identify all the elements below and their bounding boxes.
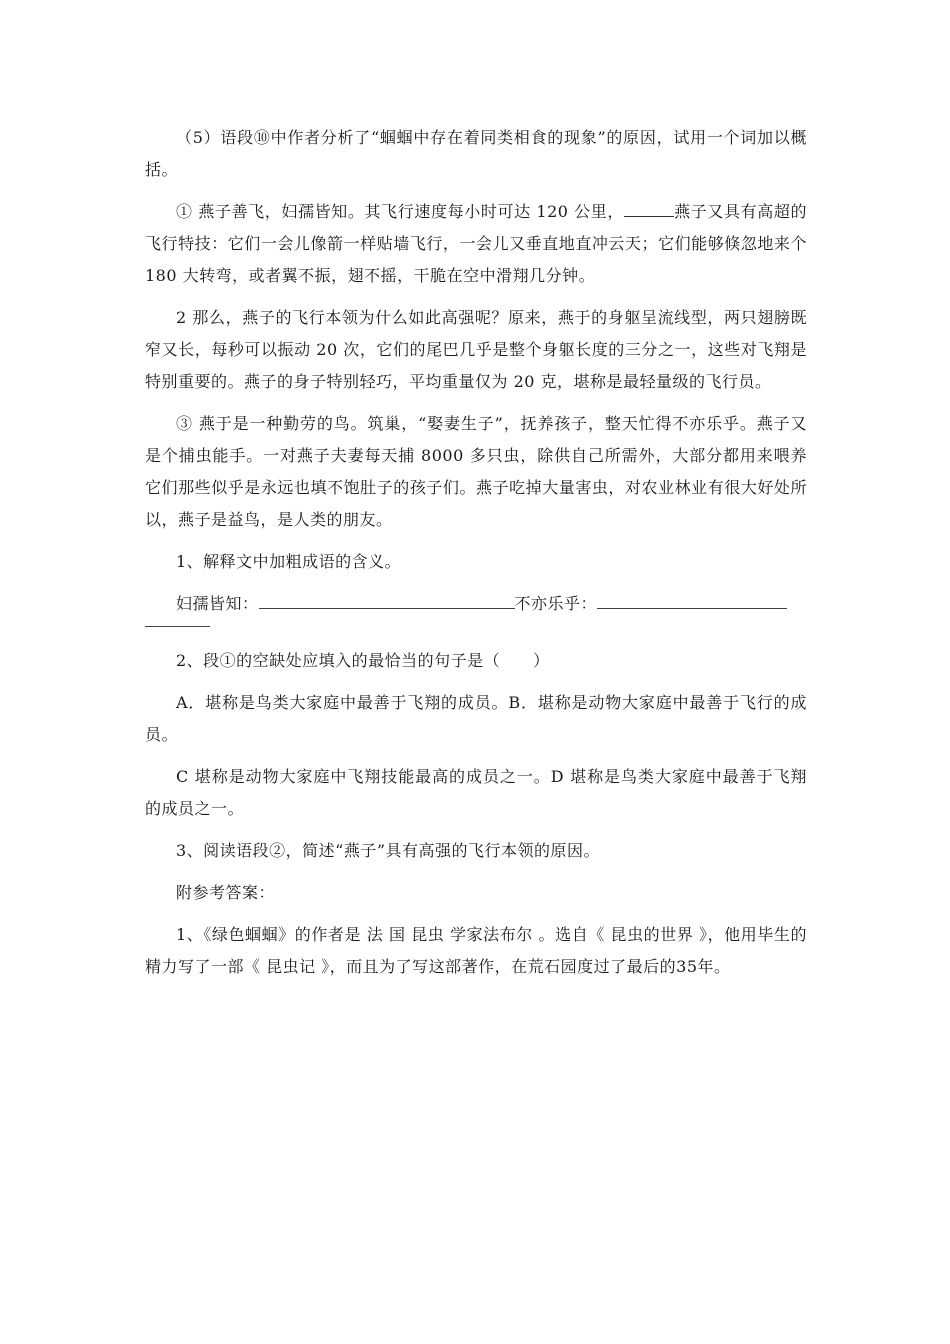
question-1-fill-row [145,588,807,620]
document-page [145,122,807,993]
answer-line-continuation[interactable] [145,626,210,627]
passage-paragraph-1-end: 燕子又具有高超的飞行特技：它们一会儿像箭一样贴墙飞行，一会儿又垂直地直冲云天；它们能够倏忽地来个 180 大转弯，或者翼不振，翅不摇，干脆在空中滑翔几分钟。 [145,202,807,285]
question-3: 3、阅读语段②，简述“燕子”具有高强的飞行本领的原因。 [176,841,601,860]
passage-paragraph-1 [145,196,807,292]
question-1: 1、解释文中加粗成语的含义。 [176,552,402,571]
answer-line-buyi[interactable] [597,588,787,609]
passage-paragraph-3: ③ 燕于是一种勤劳的鸟。筑巢，“娶妻生子”，抚养孩子，整天忙得不亦乐乎。燕子又是个捕虫能手。一对燕子夫妻每天捕 8000 多只虫，除供自己所需外，大部分都用来喂养它们那些似乎是永远也填不饱肚子的孩子们。燕子吃掉大量害虫，对农业林业有很大好处所以，燕子是益鸟，是人类的朋友。 [145,414,807,529]
idiom-label-buyi: 不亦乐乎： [514,594,598,613]
passage-blank[interactable] [624,198,674,217]
question-2-options-cd: C 堪称是动物大家庭中飞翔技能最高的成员之一。D 堪称是鸟类大家庭中最善于飞翔的成员之一。 [145,767,807,818]
answers-heading: 附参考答案： [176,883,276,902]
question-5-paragraph: （5）语段⑩中作者分析了“蝈蝈中存在着同类相食的现象”的原因，试用一个词加以概括。 [145,128,807,179]
question-2-options-ab: A．堪称是鸟类大家庭中最善于飞翔的成员。B．堪称是动物大家庭中最善于飞行的成员。 [145,693,807,744]
question-2: 2、段①的空缺处应填入的最恰当的句子是（ ） [176,651,550,670]
answer-line-furu[interactable] [259,588,515,609]
answer-1: 1、《绿色蝈蝈》的作者是 法 国 昆虫 学家法布尔 。选自《 昆虫的世界 》，他用毕生的精力写了一部《 昆虫记 》，而且为了写这部著作，在荒石园度过了最后的35年。 [145,925,807,976]
passage-paragraph-2: 2 那么，燕子的飞行本领为什么如此高强呢？原来，燕于的身躯呈流线型，两只翅膀既窄又长，每秒可以振动 20 次，它们的尾巴几乎是整个身躯长度的三分之一，这些对飞翔是特别重要的。燕子的身子特别轻巧，平均重量仅为 20 克，堪称是最轻量级的飞行员。 [145,308,807,391]
passage-paragraph-1-start: ① 燕子善飞，妇孺皆知。其飞行速度每小时可达 120 公里， [176,202,625,221]
idiom-label-furu: 妇孺皆知： [176,594,259,613]
